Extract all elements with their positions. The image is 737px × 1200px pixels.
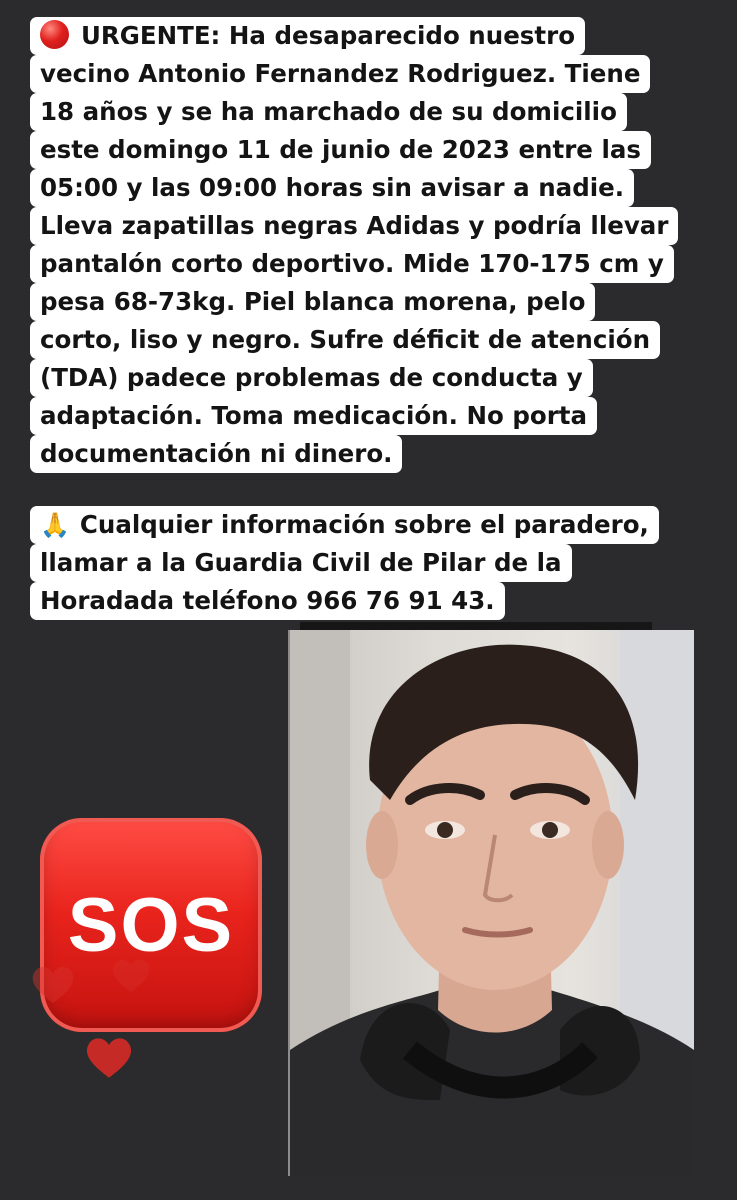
message-line: Lleva zapatillas negras Adidas y podría llevar <box>30 207 678 245</box>
message-line: documentación ni dinero. <box>30 435 402 473</box>
contact-line: llamar a la Guardia Civil de Pilar de la <box>30 544 572 582</box>
message-line: vecino Antonio Fernandez Rodriguez. Tiene <box>30 55 650 93</box>
message-line: corto, liso y negro. Sufre déficit de atención <box>30 321 660 359</box>
message-line: (TDA) padece problemas de conducta y <box>30 359 593 397</box>
heart-icon <box>30 965 76 1005</box>
person-photo[interactable] <box>288 630 694 1176</box>
message-line: este domingo 11 de junio de 2023 entre las <box>30 131 651 169</box>
praying-hands-icon: 🙏 <box>40 511 70 539</box>
message-line: URGENTE: Ha desaparecido nuestro <box>30 17 585 55</box>
red-circle-icon <box>40 20 69 49</box>
heart-icon <box>110 958 152 994</box>
message-line: 18 años y se ha marchado de su domicilio <box>30 93 627 131</box>
message-line: adaptación. Toma medicación. No porta <box>30 397 597 435</box>
contact-line: Horadada teléfono 966 76 91 43. <box>30 582 505 620</box>
sos-label: SOS <box>67 882 235 968</box>
portrait-illustration <box>290 630 694 1176</box>
message-line: 05:00 y las 09:00 horas sin avisar a nadie. <box>30 169 634 207</box>
message-line: pantalón corto deportivo. Mide 170-175 cm y <box>30 245 674 283</box>
heart-icon <box>84 1036 134 1080</box>
message-line: pesa 68-73kg. Piel blanca morena, pelo <box>30 283 595 321</box>
contact-line: 🙏 Cualquier información sobre el paradero, <box>30 506 659 544</box>
